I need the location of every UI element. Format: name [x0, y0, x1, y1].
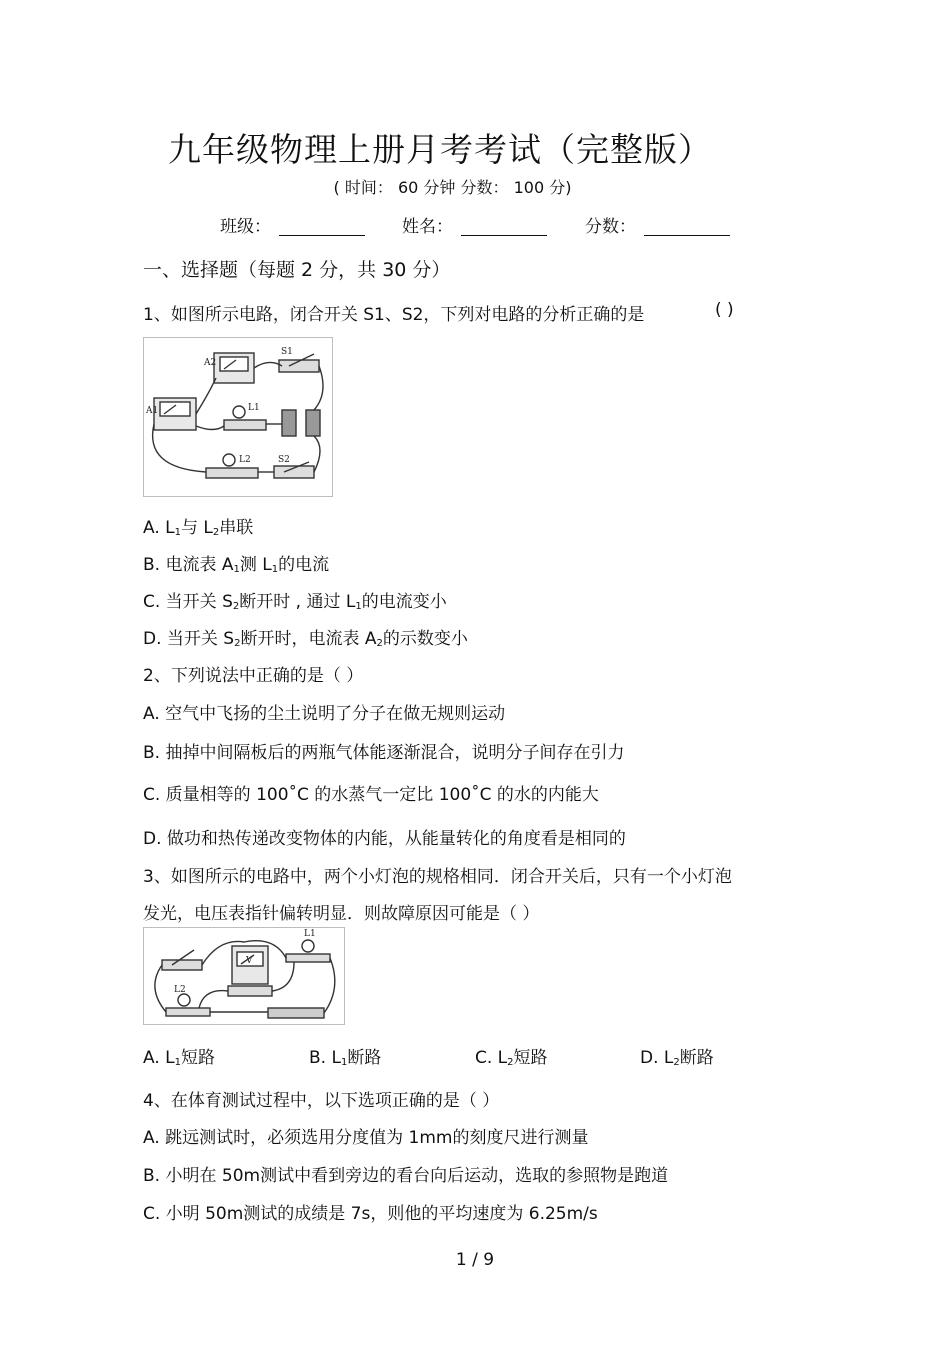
q3-option-b: B. $L_1$断路 — [309, 1048, 382, 1068]
q1-fig-label-a1: A1 — [146, 406, 159, 416]
name-blank — [461, 217, 547, 236]
name-label: 姓名： — [402, 217, 453, 237]
q1-option-b: B. 电流表 $A_1$测 $L_1$的电流 — [143, 555, 330, 575]
q1-option-a: A. $L_1$与 $L_2$串联 — [143, 518, 254, 538]
q3-fig-label-l1: L1 — [304, 929, 316, 939]
page-number: 1 / 9 — [455, 1250, 495, 1270]
name-field — [402, 212, 547, 237]
class-blank — [279, 217, 365, 236]
class-field — [220, 212, 365, 237]
q2-option-b: B. 抽掉中间隔板后的两瓶气体能逐渐混合，说明分子间存在引力 — [143, 743, 625, 763]
score-field — [585, 212, 730, 237]
class-label: 班级： — [220, 217, 271, 237]
q4-option-c: C. 小明 50m测试的成绩是 7s，则他的平均速度为 6.25m/s — [143, 1204, 598, 1224]
q1-fig-label-s2: S2 — [278, 455, 290, 465]
q4-option-b: B. 小明在 50m测试中看到旁边的看台向后运动，选取的参照物是跑道 — [143, 1166, 669, 1186]
q1-fig-label-l1: L1 — [248, 403, 260, 413]
score-blank — [644, 217, 730, 236]
q3-stem-line1: 3、如图所示的电路中，两个小灯泡的规格相同．闭合开关后，只有一个小灯泡 — [143, 867, 732, 887]
q4-option-a: A. 跳远测试时，必须选用分度值为 1mm的刻度尺进行测量 — [143, 1128, 589, 1148]
q3-option-a: A. $L_1$短路 — [143, 1048, 215, 1068]
q1-answer-paren: ( ) — [715, 300, 734, 320]
q2-option-a: A. 空气中飞扬的尘土说明了分子在做无规则运动 — [143, 704, 506, 724]
q3-stem-line2: 发光，电压表指针偏转明显．则故障原因可能是（ ） — [143, 904, 540, 924]
q3-option-d: D. $L_2$断路 — [640, 1048, 714, 1068]
q1-stem: 1、如图所示电路，闭合开关 S1、S2，下列对电路的分析正确的是 — [143, 305, 645, 325]
page-title: 九年级物理上册月考考试（完整版） — [168, 130, 712, 169]
q1-circuit-figure — [143, 337, 333, 497]
q1-option-d: D. 当开关 $S_2$断开时，电流表 $A_2$的示数变小 — [143, 629, 468, 649]
q1-option-c: C. 当开关 $S_2$断开时 , 通过 $L_1$的电流变小 — [143, 592, 447, 612]
q3-fig-label-v: V — [246, 956, 253, 966]
q2-option-c: C. 质量相等的 100˚C 的水蒸气一定比 100˚C 的水的内能大 — [143, 785, 599, 805]
q3-fig-label-l2: L2 — [174, 985, 186, 995]
q1-fig-label-s1: S1 — [281, 347, 293, 357]
score-label: 分数： — [585, 217, 636, 237]
q3-circuit-figure — [143, 927, 345, 1025]
exam-time-score: ( 时间： 60 分钟 分数： 100 分) — [333, 178, 572, 197]
q2-stem: 2、下列说法中正确的是（ ） — [143, 666, 364, 686]
q2-option-d: D. 做功和热传递改变物体的内能，从能量转化的角度看是相同的 — [143, 829, 626, 849]
q4-stem: 4、在体育测试过程中，以下选项正确的是（ ） — [143, 1091, 500, 1111]
section-heading: 一、选择题（每题 2 分，共 30 分） — [143, 259, 451, 281]
q1-fig-label-l2: L2 — [239, 455, 251, 465]
q1-fig-label-a2: A2 — [204, 358, 217, 368]
q3-option-c: C. $L_2$短路 — [475, 1048, 548, 1068]
